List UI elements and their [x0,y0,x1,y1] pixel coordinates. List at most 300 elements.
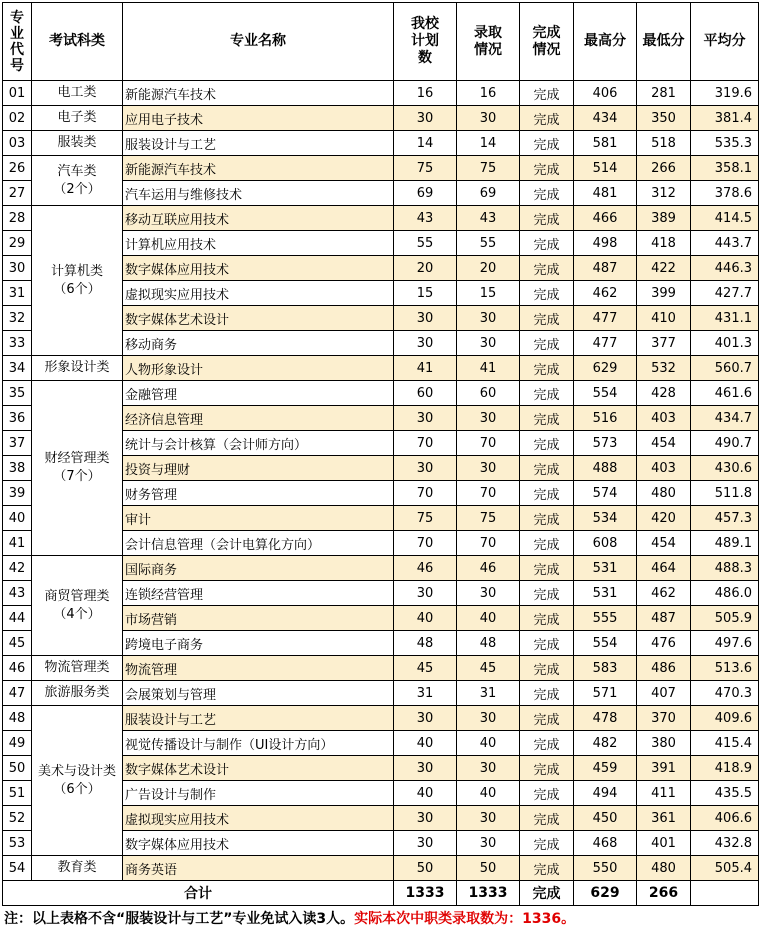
table-row [3,856,759,881]
cell-min: 464 [637,556,691,581]
total-status: 完成 [520,881,574,906]
subject-name: 电子类 [57,110,97,125]
subject-count: （6个） [53,781,101,797]
table-row [3,131,759,156]
header-max: 最高分 [574,3,637,81]
cell-min: 266 [637,156,691,181]
cell-max: 554 [574,631,637,656]
cell-avg: 505.4 [691,856,759,881]
cell-major: 经济信息管理 [123,406,394,431]
cell-subject [32,131,123,156]
cell-code: 49 [3,731,32,756]
cell-avg: 461.6 [691,381,759,406]
cell-major: 跨境电子商务 [123,631,394,656]
cell-admitted: 20 [457,256,520,281]
total-admitted: 1333 [457,881,520,906]
cell-min: 350 [637,106,691,131]
cell-max: 629 [574,356,637,381]
table-row [3,656,759,681]
cell-admitted: 60 [457,381,520,406]
footnote-text: 注：以上表格不含“服装设计与工艺”专业免试入读3人。 [4,911,355,927]
cell-subject [32,106,123,131]
cell-max: 478 [574,706,637,731]
cell-max: 406 [574,81,637,106]
table-row [3,356,759,381]
cell-avg: 378.6 [691,181,759,206]
table-row [3,706,759,731]
cell-max: 534 [574,506,637,531]
cell-max: 581 [574,131,637,156]
cell-status: 完成 [520,431,574,456]
cell-min: 518 [637,131,691,156]
cell-avg: 406.6 [691,806,759,831]
cell-plan: 69 [394,181,457,206]
cell-code: 48 [3,706,32,731]
cell-avg: 431.1 [691,306,759,331]
cell-status: 完成 [520,281,574,306]
table-row [3,681,759,706]
cell-major: 虚拟现实应用技术 [123,806,394,831]
cell-avg: 319.6 [691,81,759,106]
cell-status: 完成 [520,356,574,381]
cell-avg: 470.3 [691,681,759,706]
cell-major: 新能源汽车技术 [123,81,394,106]
cell-plan: 70 [394,481,457,506]
cell-avg: 560.7 [691,356,759,381]
cell-min: 411 [637,781,691,806]
cell-max: 531 [574,556,637,581]
header-admitted: 录取情况 [457,3,520,81]
cell-plan: 30 [394,756,457,781]
cell-min: 370 [637,706,691,731]
cell-plan: 30 [394,106,457,131]
cell-admitted: 16 [457,81,520,106]
cell-status: 完成 [520,656,574,681]
subject-count: （6个） [53,281,101,297]
cell-avg: 409.6 [691,706,759,731]
cell-plan: 75 [394,156,457,181]
cell-max: 514 [574,156,637,181]
cell-max: 573 [574,431,637,456]
cell-max: 554 [574,381,637,406]
cell-max: 459 [574,756,637,781]
cell-major: 视觉传播设计与制作（UI设计方向） [123,731,394,756]
cell-major: 移动互联应用技术 [123,206,394,231]
cell-admitted: 48 [457,631,520,656]
cell-min: 401 [637,831,691,856]
cell-major: 移动商务 [123,331,394,356]
header-min: 最低分 [637,3,691,81]
cell-plan: 75 [394,506,457,531]
cell-plan: 30 [394,806,457,831]
cell-admitted: 45 [457,656,520,681]
cell-min: 420 [637,506,691,531]
cell-major: 新能源汽车技术 [123,156,394,181]
cell-admitted: 46 [457,556,520,581]
cell-max: 450 [574,806,637,831]
cell-avg: 489.1 [691,531,759,556]
cell-min: 391 [637,756,691,781]
cell-min: 361 [637,806,691,831]
cell-subject [32,856,123,881]
cell-status: 完成 [520,556,574,581]
cell-code: 47 [3,681,32,706]
cell-plan: 30 [394,831,457,856]
cell-code: 44 [3,606,32,631]
cell-avg: 511.8 [691,481,759,506]
subject-name: 形象设计类 [44,360,110,375]
cell-code: 34 [3,356,32,381]
total-plan: 1333 [394,881,457,906]
cell-admitted: 30 [457,806,520,831]
cell-avg: 490.7 [691,431,759,456]
cell-max: 466 [574,206,637,231]
cell-min: 380 [637,731,691,756]
cell-status: 完成 [520,206,574,231]
cell-min: 422 [637,256,691,281]
cell-code: 31 [3,281,32,306]
cell-avg: 457.3 [691,506,759,531]
total-min: 266 [637,881,691,906]
table-row [3,156,759,181]
cell-code: 32 [3,306,32,331]
cell-major: 财务管理 [123,481,394,506]
footnote [4,908,575,928]
cell-plan: 48 [394,631,457,656]
cell-admitted: 70 [457,531,520,556]
cell-status: 完成 [520,231,574,256]
cell-status: 完成 [520,406,574,431]
cell-plan: 45 [394,656,457,681]
subject-name: 汽车类 [57,163,97,179]
cell-code: 45 [3,631,32,656]
subject-count: （2个） [53,181,101,197]
cell-plan: 70 [394,431,457,456]
cell-avg: 415.4 [691,731,759,756]
cell-plan: 30 [394,331,457,356]
cell-status: 完成 [520,506,574,531]
cell-avg: 418.9 [691,756,759,781]
cell-subject [32,656,123,681]
subject-count: （7个） [53,469,101,484]
cell-status: 完成 [520,331,574,356]
cell-avg: 488.3 [691,556,759,581]
cell-admitted: 50 [457,856,520,881]
cell-avg: 535.3 [691,131,759,156]
cell-min: 428 [637,381,691,406]
cell-code: 42 [3,556,32,581]
cell-major: 商务英语 [123,856,394,881]
cell-major: 广告设计与制作 [123,781,394,806]
cell-plan: 15 [394,281,457,306]
cell-avg: 401.3 [691,331,759,356]
cell-plan: 70 [394,531,457,556]
cell-min: 418 [637,231,691,256]
cell-max: 477 [574,306,637,331]
cell-status: 完成 [520,181,574,206]
cell-avg: 435.5 [691,781,759,806]
cell-avg: 358.1 [691,156,759,181]
header-code: 专业代号 [3,3,32,81]
cell-status: 完成 [520,256,574,281]
cell-plan: 30 [394,581,457,606]
cell-status: 完成 [520,481,574,506]
cell-admitted: 69 [457,181,520,206]
cell-plan: 60 [394,381,457,406]
cell-admitted: 30 [457,106,520,131]
cell-major: 汽车运用与维修技术 [123,181,394,206]
cell-major: 会计信息管理（会计电算化方向） [123,531,394,556]
cell-major: 数字媒体应用技术 [123,831,394,856]
cell-code: 26 [3,156,32,181]
cell-min: 462 [637,581,691,606]
cell-max: 462 [574,281,637,306]
cell-admitted: 70 [457,481,520,506]
cell-max: 516 [574,406,637,431]
subject-name: 财经管理类 [44,451,110,466]
cell-code: 54 [3,856,32,881]
cell-major: 数字媒体应用技术 [123,256,394,281]
cell-min: 399 [637,281,691,306]
cell-plan: 31 [394,681,457,706]
cell-min: 377 [637,331,691,356]
cell-status: 完成 [520,631,574,656]
cell-plan: 55 [394,231,457,256]
subject-name: 商贸管理类 [44,588,110,604]
cell-admitted: 55 [457,231,520,256]
cell-admitted: 30 [457,706,520,731]
cell-min: 454 [637,531,691,556]
cell-status: 完成 [520,806,574,831]
cell-plan: 41 [394,356,457,381]
cell-avg: 486.0 [691,581,759,606]
cell-status: 完成 [520,106,574,131]
cell-admitted: 75 [457,506,520,531]
cell-major: 物流管理 [123,656,394,681]
cell-status: 完成 [520,831,574,856]
cell-code: 02 [3,106,32,131]
cell-admitted: 14 [457,131,520,156]
table-row [3,556,759,581]
cell-min: 403 [637,406,691,431]
total-label: 合计 [3,881,394,906]
admission-table [2,2,759,906]
table-body [3,81,759,906]
subject-name: 旅游服务类 [44,685,110,700]
cell-status: 完成 [520,131,574,156]
cell-max: 434 [574,106,637,131]
cell-min: 407 [637,681,691,706]
cell-major: 计算机应用技术 [123,231,394,256]
cell-code: 53 [3,831,32,856]
table-row [3,206,759,231]
cell-code: 36 [3,406,32,431]
cell-min: 410 [637,306,691,331]
cell-major: 会展策划与管理 [123,681,394,706]
cell-status: 完成 [520,706,574,731]
cell-status: 完成 [520,756,574,781]
cell-max: 468 [574,831,637,856]
header-major: 专业名称 [123,3,394,81]
cell-code: 27 [3,181,32,206]
cell-major: 国际商务 [123,556,394,581]
cell-major: 金融管理 [123,381,394,406]
cell-code: 29 [3,231,32,256]
cell-code: 39 [3,481,32,506]
cell-major: 投资与理财 [123,456,394,481]
table-row [3,106,759,131]
cell-major: 连锁经营管理 [123,581,394,606]
cell-code: 01 [3,81,32,106]
cell-admitted: 30 [457,406,520,431]
header-status: 完成情况 [520,3,574,81]
cell-max: 608 [574,531,637,556]
cell-avg: 505.9 [691,606,759,631]
cell-plan: 40 [394,606,457,631]
cell-subject [32,556,123,656]
cell-avg: 446.3 [691,256,759,281]
cell-plan: 46 [394,556,457,581]
cell-code: 52 [3,806,32,831]
cell-major: 应用电子技术 [123,106,394,131]
cell-plan: 30 [394,456,457,481]
cell-status: 完成 [520,456,574,481]
cell-plan: 30 [394,306,457,331]
total-avg-empty [691,881,759,906]
header-avg: 平均分 [691,3,759,81]
cell-min: 480 [637,856,691,881]
cell-status: 完成 [520,781,574,806]
footnote-red-text: 实际本次中职类录取数为：1336。 [354,911,576,927]
cell-avg: 430.6 [691,456,759,481]
table-row [3,381,759,406]
subject-name: 物流管理类 [44,660,110,675]
cell-code: 43 [3,581,32,606]
cell-admitted: 31 [457,681,520,706]
subject-name: 美术与设计类 [37,763,116,779]
cell-code: 51 [3,781,32,806]
cell-admitted: 30 [457,831,520,856]
cell-major: 人物形象设计 [123,356,394,381]
cell-min: 486 [637,656,691,681]
cell-code: 33 [3,331,32,356]
cell-admitted: 75 [457,156,520,181]
cell-avg: 434.7 [691,406,759,431]
cell-max: 571 [574,681,637,706]
cell-min: 454 [637,431,691,456]
cell-min: 532 [637,356,691,381]
cell-code: 30 [3,256,32,281]
cell-max: 494 [574,781,637,806]
cell-max: 583 [574,656,637,681]
header-plan: 我校计划数 [394,3,457,81]
cell-max: 531 [574,581,637,606]
cell-admitted: 30 [457,306,520,331]
cell-major: 服装设计与工艺 [123,131,394,156]
total-max: 629 [574,881,637,906]
cell-plan: 20 [394,256,457,281]
cell-status: 完成 [520,681,574,706]
cell-major: 审计 [123,506,394,531]
cell-status: 完成 [520,156,574,181]
cell-major: 市场营销 [123,606,394,631]
subject-name: 计算机类 [50,263,103,279]
cell-status: 完成 [520,581,574,606]
cell-avg: 443.7 [691,231,759,256]
cell-major: 数字媒体艺术设计 [123,306,394,331]
cell-plan: 14 [394,131,457,156]
cell-min: 476 [637,631,691,656]
cell-min: 281 [637,81,691,106]
cell-major: 虚拟现实应用技术 [123,281,394,306]
table-row [3,81,759,106]
cell-code: 37 [3,431,32,456]
cell-plan: 40 [394,781,457,806]
cell-max: 481 [574,181,637,206]
total-row [3,881,759,906]
cell-avg: 427.7 [691,281,759,306]
cell-status: 完成 [520,306,574,331]
cell-status: 完成 [520,81,574,106]
cell-subject [32,706,123,856]
cell-max: 555 [574,606,637,631]
cell-max: 487 [574,256,637,281]
cell-admitted: 30 [457,456,520,481]
cell-admitted: 40 [457,606,520,631]
cell-avg: 381.4 [691,106,759,131]
cell-code: 41 [3,531,32,556]
cell-admitted: 15 [457,281,520,306]
cell-max: 574 [574,481,637,506]
cell-subject [32,81,123,106]
cell-plan: 30 [394,706,457,731]
cell-min: 403 [637,456,691,481]
cell-admitted: 41 [457,356,520,381]
cell-max: 550 [574,856,637,881]
cell-major: 数字媒体艺术设计 [123,756,394,781]
cell-major: 统计与会计核算（会计师方向） [123,431,394,456]
cell-code: 35 [3,381,32,406]
cell-max: 482 [574,731,637,756]
cell-status: 完成 [520,381,574,406]
cell-max: 477 [574,331,637,356]
subject-count: （4个） [53,606,101,622]
header-subject: 考试科类 [32,3,123,81]
cell-avg: 513.6 [691,656,759,681]
cell-min: 480 [637,481,691,506]
cell-max: 488 [574,456,637,481]
cell-plan: 40 [394,731,457,756]
cell-avg: 414.5 [691,206,759,231]
cell-code: 50 [3,756,32,781]
cell-major: 服装设计与工艺 [123,706,394,731]
cell-avg: 432.8 [691,831,759,856]
cell-subject [32,356,123,381]
cell-code: 03 [3,131,32,156]
cell-min: 312 [637,181,691,206]
cell-admitted: 30 [457,756,520,781]
subject-name: 服装类 [57,135,97,150]
cell-plan: 50 [394,856,457,881]
cell-subject [32,381,123,556]
cell-avg: 497.6 [691,631,759,656]
cell-subject [32,206,123,356]
cell-status: 完成 [520,856,574,881]
subject-name: 教育类 [57,860,97,875]
cell-code: 28 [3,206,32,231]
cell-admitted: 43 [457,206,520,231]
cell-status: 完成 [520,731,574,756]
